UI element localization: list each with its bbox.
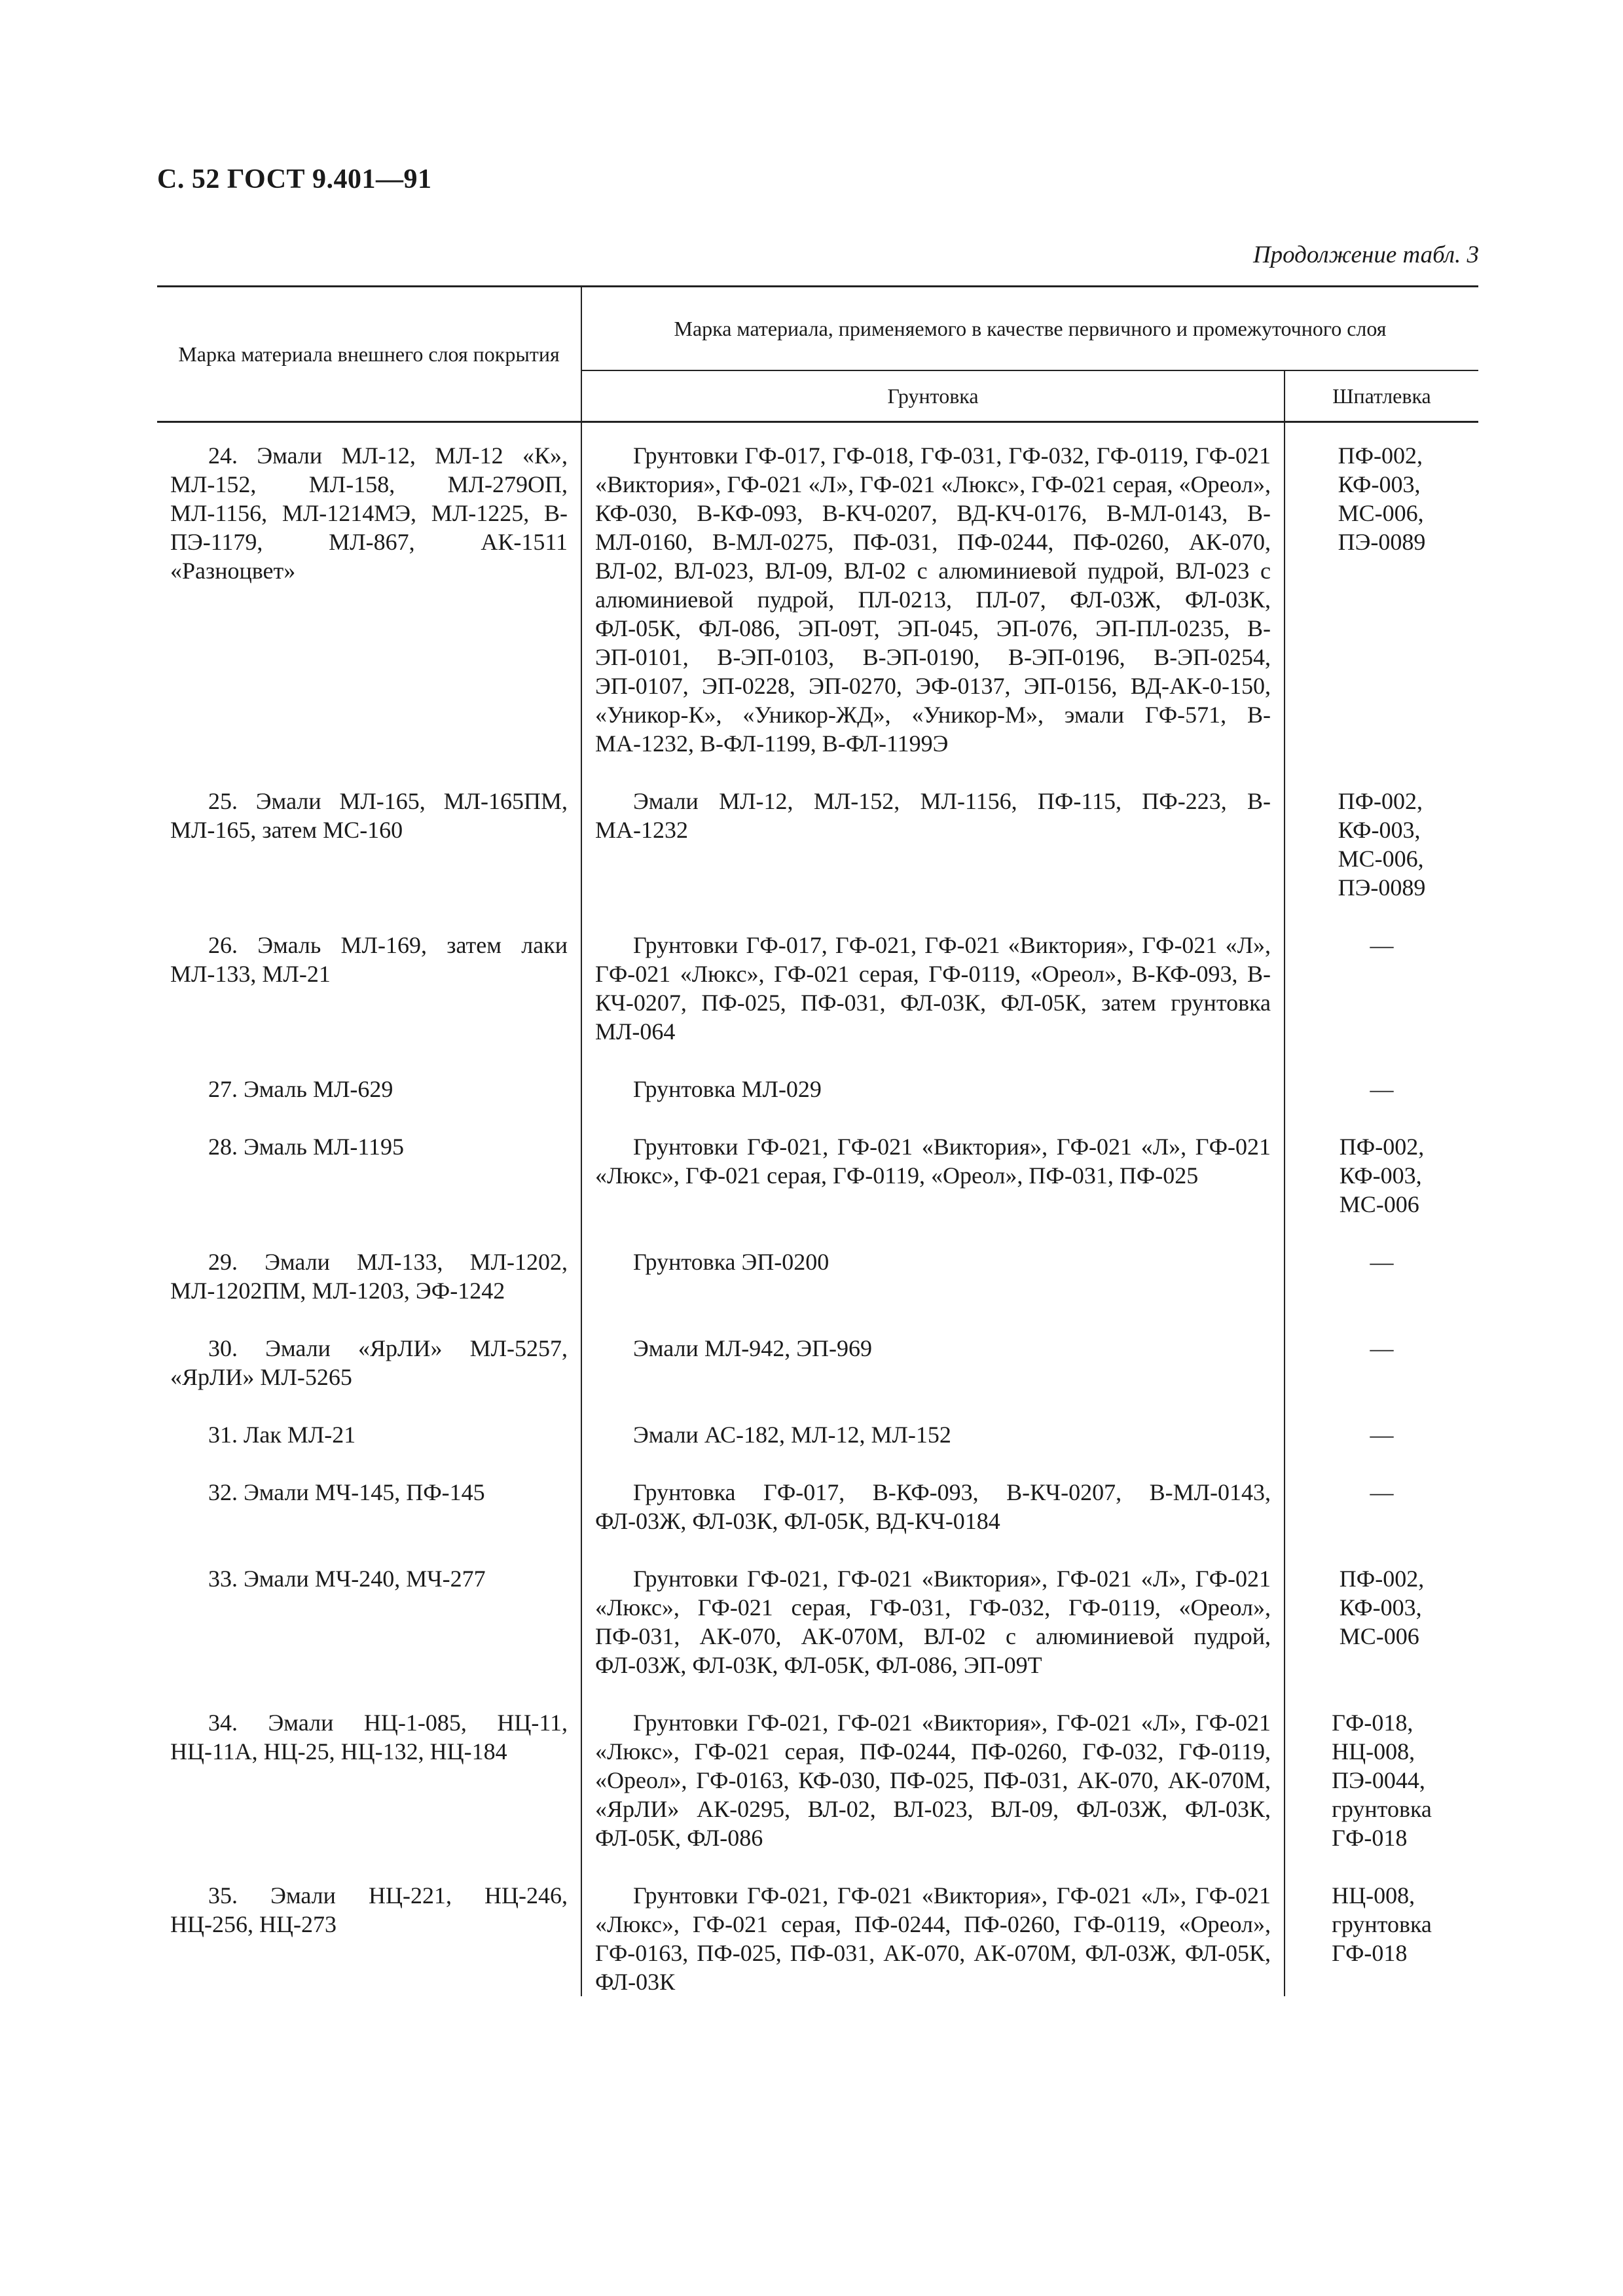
table-row [157,1564,1478,1708]
table-row [157,1132,1478,1247]
putty-text: — [1370,1335,1394,1361]
outer-layer-text: 35. Эмали НЦ-221, НЦ-246, НЦ-256, НЦ-273 [170,1882,568,1937]
outer-layer-cell [157,1478,581,1564]
putty-text: — [1370,1422,1394,1448]
primer-text: Грунтовки ГФ-017, ГФ-021, ГФ-021 «Виктория», ГФ-021 «Л», ГФ-021 «Люкс», ГФ-021 серая, ГФ-0119, «Ореол», В-КФ-093, В-КЧ-0207, ПФ-025, ПФ-031, ФЛ-03К, ФЛ-05К, затем грунтовка МЛ-064 [595,932,1271,1045]
primer-text: Грунтовки ГФ-021, ГФ-021 «Виктория», ГФ-021 «Л», ГФ-021 «Люкс», ГФ-021 серая, ГФ-031, ГФ-032, ГФ-0119, «Ореол», ПФ-031, АК-070, АК-070М, ВЛ-02 с алюминиевой пудрой, ФЛ-03Ж, ФЛ-03К, ФЛ-05К, ФЛ-086, ЭП-09Т [595,1566,1271,1678]
primer-text: Грунтовки ГФ-021, ГФ-021 «Виктория», ГФ-021 «Л», ГФ-021 «Люкс», ГФ-021 серая, ГФ-0119, «Ореол», ПФ-031, ПФ-025 [595,1134,1271,1189]
primer-text: Грунтовка ЭП-0200 [633,1249,830,1275]
header-putty: Шпатлевка [1285,370,1478,422]
putty-cell [1285,1478,1478,1564]
primer-text: Грунтовки ГФ-021, ГФ-021 «Виктория», ГФ-021 «Л», ГФ-021 «Люкс», ГФ-021 серая, ПФ-0244, ПФ-0260, ГФ-032, ГФ-0119, «Ореол», ГФ-0163, КФ-030, ПФ-025, ПФ-031, АК-070, АК-070М, «ЯрЛИ» АК-0295, ВЛ-02, ВЛ-023, ВЛ-09, ФЛ-03Ж, ФЛ-03К, ФЛ-05К, ФЛ-086 [595,1710,1271,1851]
putty-cell [1285,931,1478,1075]
outer-layer-text: 30. Эмали «ЯрЛИ» МЛ-5257, «ЯрЛИ» МЛ-5265 [170,1335,568,1390]
putty-text: ПФ-002, КФ-003, МС-006 [1339,1134,1425,1217]
putty-cell [1285,1420,1478,1478]
putty-text: ПФ-002, КФ-003, МС-006, ПЭ-0089 [1338,788,1426,901]
primer-cell [581,1420,1285,1478]
putty-text: — [1370,1076,1394,1102]
table-row [157,787,1478,931]
page-header: С. 52 ГОСТ 9.401—91 [157,164,432,194]
primer-cell [581,1132,1285,1247]
table-row [157,1420,1478,1478]
outer-layer-cell [157,1334,581,1420]
putty-cell [1285,422,1478,787]
outer-layer-text: 24. Эмали МЛ-12, МЛ-12 «К», МЛ-152, МЛ-158, МЛ-279ОП, МЛ-1156, МЛ-1214МЭ, МЛ-1225, В-ПЭ-1179, МЛ-867, АК-1511 «Разноцвет» [170,442,568,584]
outer-layer-text: 32. Эмали МЧ-145, ПФ-145 [208,1479,485,1505]
putty-cell [1285,1881,1478,1996]
primer-text: Грунтовка ГФ-017, В-КФ-093, В-КЧ-0207, В-МЛ-0143, ФЛ-03Ж, ФЛ-03К, ФЛ-05К, ВД-КЧ-0184 [595,1479,1271,1534]
putty-text: ПФ-002, КФ-003, МС-006 [1339,1566,1425,1649]
primer-text: Грунтовка МЛ-029 [633,1076,822,1102]
putty-cell [1285,787,1478,931]
outer-layer-cell [157,931,581,1075]
primer-cell [581,1334,1285,1420]
primer-cell [581,422,1285,787]
outer-layer-cell [157,1564,581,1708]
putty-cell [1285,1708,1478,1881]
outer-layer-text: 33. Эмали МЧ-240, МЧ-277 [208,1566,486,1592]
primer-cell [581,787,1285,931]
table-row [157,1708,1478,1881]
primer-text: Эмали АС-182, МЛ-12, МЛ-152 [633,1422,951,1448]
primer-cell [581,1708,1285,1881]
header-primary-intermediate-group: Марка материала, применяемого в качестве первичного и промежуточного слоя [581,287,1478,371]
header-outer-layer: Марка материала внешнего слоя покрытия [157,287,581,422]
materials-table [157,285,1478,1996]
table-row [157,1881,1478,1996]
table-continuation-label: Продолжение табл. 3 [1252,242,1479,268]
outer-layer-cell [157,1420,581,1478]
table-body [157,422,1478,1997]
outer-layer-cell [157,1132,581,1247]
table-row [157,1247,1478,1334]
primer-cell [581,1075,1285,1132]
outer-layer-cell [157,787,581,931]
primer-text: Грунтовки ГФ-017, ГФ-018, ГФ-031, ГФ-032, ГФ-0119, ГФ-021 «Виктория», ГФ-021 «Л», ГФ-021 «Люкс», ГФ-021 серая, «Ореол», КФ-030, В-КФ-093, В-КЧ-0207, ВД-КЧ-0176, В-МЛ-0143, В-МЛ-0160, В-МЛ-0275, ПФ-031, ПФ-0244, ПФ-0260, АК-070, ВЛ-02, ВЛ-023, ВЛ-09, ВЛ-02 с алюминиевой пудрой, ВЛ-023 с алюминиевой пудрой, ПЛ-0213, ПЛ-07, ФЛ-03Ж, ФЛ-03К, ФЛ-05К, ФЛ-086, ЭП-09Т, ЭП-045, ЭП-076, ЭП-ПЛ-0235, В-ЭП-0101, В-ЭП-0103, В-ЭП-0190, В-ЭП-0196, В-ЭП-0254, ЭП-0107, ЭП-0228, ЭП-0270, ЭФ-0137, ЭП-0156, ВД-АК-0-150, «Уникор-К», «Уникор-ЖД», «Уникор-М», эмали ГФ-571, В-МА-1232, В-ФЛ-1199, В-ФЛ-1199Э [595,442,1271,757]
primer-cell [581,1564,1285,1708]
putty-cell [1285,1247,1478,1334]
putty-text: — [1370,932,1394,958]
table-row [157,931,1478,1075]
outer-layer-text: 31. Лак МЛ-21 [208,1422,356,1448]
outer-layer-cell [157,1708,581,1881]
primer-text: Эмали МЛ-942, ЭП-969 [633,1335,872,1361]
outer-layer-text: 25. Эмали МЛ-165, МЛ-165ПМ, МЛ-165, затем МС-160 [170,788,568,843]
putty-text: ПФ-002, КФ-003, МС-006, ПЭ-0089 [1338,442,1426,555]
outer-layer-cell [157,1881,581,1996]
primer-cell [581,931,1285,1075]
outer-layer-cell [157,422,581,787]
putty-text: — [1370,1479,1394,1505]
table-row [157,1334,1478,1420]
putty-cell [1285,1132,1478,1247]
table-row [157,1478,1478,1564]
header-primer: Грунтовка [581,370,1285,422]
outer-layer-text: 27. Эмаль МЛ-629 [208,1076,393,1102]
primer-cell [581,1881,1285,1996]
outer-layer-cell [157,1075,581,1132]
putty-text: ГФ-018, НЦ-008, ПЭ-0044, грунтовка ГФ-018 [1332,1710,1432,1851]
outer-layer-text: 34. Эмали НЦ-1-085, НЦ-11, НЦ-11А, НЦ-25, НЦ-132, НЦ-184 [170,1710,568,1765]
putty-text: НЦ-008, грунтовка ГФ-018 [1332,1882,1432,1966]
outer-layer-text: 29. Эмали МЛ-133, МЛ-1202, МЛ-1202ПМ, МЛ-1203, ЭФ-1242 [170,1249,568,1304]
primer-cell [581,1247,1285,1334]
outer-layer-text: 26. Эмаль МЛ-169, затем лаки МЛ-133, МЛ-21 [170,932,568,987]
putty-cell [1285,1334,1478,1420]
putty-cell [1285,1075,1478,1132]
putty-cell [1285,1564,1478,1708]
table-row [157,1075,1478,1132]
table-header [157,287,1478,422]
primer-text: Грунтовки ГФ-021, ГФ-021 «Виктория», ГФ-021 «Л», ГФ-021 «Люкс», ГФ-021 серая, ПФ-0244, ПФ-0260, ГФ-0119, «Ореол», ГФ-0163, ПФ-025, ПФ-031, АК-070, АК-070М, ФЛ-03Ж, ФЛ-05К, ФЛ-03К [595,1882,1271,1995]
table-row [157,422,1478,787]
putty-text: — [1370,1249,1394,1275]
outer-layer-cell [157,1247,581,1334]
outer-layer-text: 28. Эмаль МЛ-1195 [208,1134,405,1160]
primer-text: Эмали МЛ-12, МЛ-152, МЛ-1156, ПФ-115, ПФ-223, В-МА-1232 [595,788,1271,843]
primer-cell [581,1478,1285,1564]
